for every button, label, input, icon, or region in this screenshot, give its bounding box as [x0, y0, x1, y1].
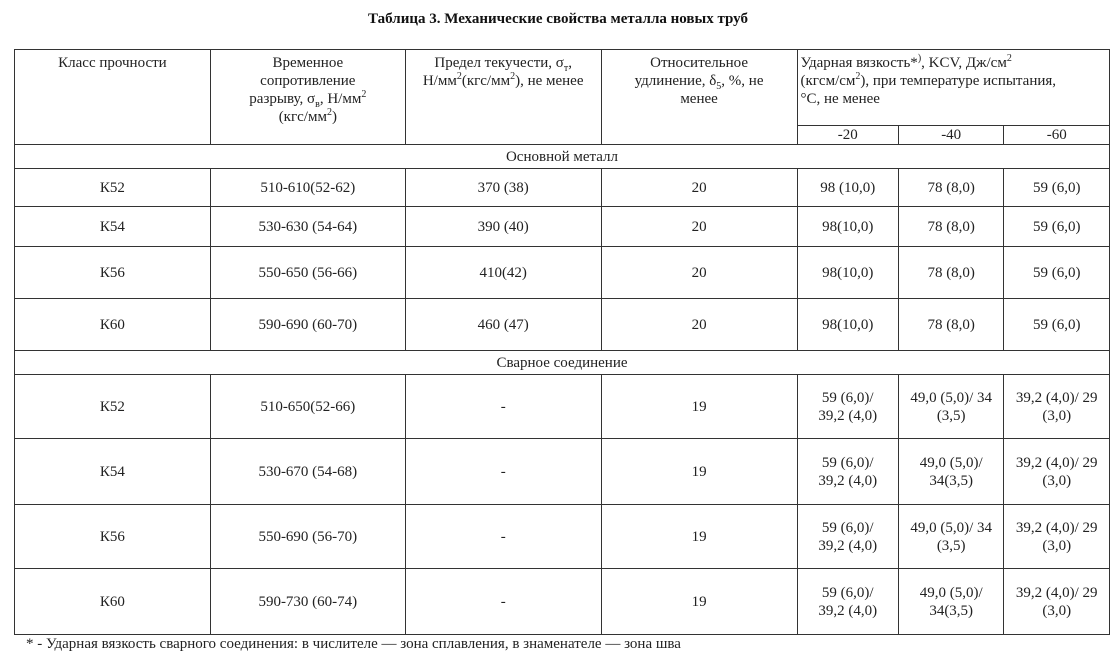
cell-impact-t40: 78 (8,0) — [898, 207, 1003, 247]
header-impact-line3: °С, не менее — [800, 91, 880, 107]
cell-strength-class: К52 — [15, 169, 211, 207]
table-row — [15, 505, 1110, 569]
cell-yield: 410(42) — [405, 247, 601, 299]
cell-impact-t40-line: (3,5) — [936, 407, 966, 424]
cell-impact-t20-line: 59 (6,0)/ — [821, 519, 874, 536]
cell-strength-class: К56 — [15, 505, 211, 569]
cell-impact-t20-line: 39,2 (4,0) — [818, 602, 878, 619]
cell-impact-t60 — [1004, 569, 1110, 635]
cell-strength-class: К56 — [15, 247, 211, 299]
cell-impact-t40-line: 49,0 (5,0)/ 34 — [910, 389, 993, 406]
cell-strength-class: К54 — [15, 439, 211, 505]
temp-minus-20: -20 — [797, 126, 898, 145]
cell-impact-t20-line: 39,2 (4,0) — [818, 407, 878, 424]
cell-yield: - — [405, 569, 601, 635]
cell-impact-t60 — [1004, 375, 1110, 439]
cell-impact-t20 — [797, 569, 898, 635]
cell-impact-t20-line: 39,2 (4,0) — [818, 537, 878, 554]
cell-impact-t40-line: 34(3,5) — [929, 602, 974, 619]
cell-impact-t60: 59 (6,0) — [1004, 207, 1110, 247]
cell-impact-t40 — [898, 375, 1003, 439]
footnote: * - Ударная вязкость сварного соединения: в числителе — зона сплавления, в знаменателе — зона шва — [26, 636, 681, 652]
cell-tensile: 590-690 (60-70) — [210, 299, 405, 351]
header-elongation-line3: менее — [680, 91, 718, 107]
cell-impact-t20-line: 39,2 (4,0) — [818, 472, 878, 489]
cell-tensile: 530-670 (54-68) — [210, 439, 405, 505]
cell-elongation: 19 — [601, 569, 797, 635]
cell-impact-t20 — [797, 375, 898, 439]
cell-impact-t40 — [898, 439, 1003, 505]
cell-impact-t40: 78 (8,0) — [898, 299, 1003, 351]
header-elongation-line2: удлинение, $\delta_5$, %, не — [634, 73, 764, 92]
header-impact — [797, 50, 1110, 126]
cell-yield: - — [405, 375, 601, 439]
cell-impact-t40-line: (3,5) — [936, 537, 966, 554]
cell-impact-t60: 59 (6,0) — [1004, 169, 1110, 207]
cell-tensile: 510-650(52-66) — [210, 375, 405, 439]
temp-minus-40: -40 — [898, 126, 1003, 145]
table-row — [15, 569, 1110, 635]
cell-tensile: 550-650 (56-66) — [210, 247, 405, 299]
cell-impact-t40-line: 49,0 (5,0)/ — [919, 454, 983, 471]
table-row — [15, 299, 1110, 351]
cell-impact-t60-line: 39,2 (4,0)/ 29 — [1015, 519, 1098, 536]
cell-impact-t40-line: 49,0 (5,0)/ 34 — [910, 519, 993, 536]
cell-impact-t20 — [797, 505, 898, 569]
cell-yield: - — [405, 505, 601, 569]
header-yield-line1: Предел текучести, $\sigma_т$, — [434, 55, 572, 74]
table-title: Таблица 3. Механические свойства металла новых труб — [368, 11, 748, 27]
header-impact-line1: Ударная вязкость*), KCV, $Дж/см^2$ — [800, 53, 1012, 71]
cell-strength-class: К60 — [15, 569, 211, 635]
mechanical-properties-table — [14, 49, 1110, 635]
header-tensile-line4: $(кгс/мм^2)$ — [278, 107, 337, 125]
cell-impact-t40: 78 (8,0) — [898, 247, 1003, 299]
cell-impact-t60 — [1004, 439, 1110, 505]
header-impact-line2: $(кгсм/см^2)$, при температуре испытания, — [800, 71, 1057, 89]
table-row — [15, 169, 1110, 207]
header-strength-class-label: Класс прочности — [58, 55, 167, 71]
table-row — [15, 375, 1110, 439]
cell-impact-t60-line: (3,0) — [1042, 602, 1072, 619]
cell-impact-t20: 98(10,0) — [797, 207, 898, 247]
header-row — [15, 50, 1110, 126]
cell-elongation: 19 — [601, 505, 797, 569]
cell-impact-t60: 59 (6,0) — [1004, 247, 1110, 299]
cell-impact-t60-line: 39,2 (4,0)/ 29 — [1015, 389, 1098, 406]
cell-impact-t40-line: 49,0 (5,0)/ — [919, 584, 983, 601]
cell-impact-t20-line: 59 (6,0)/ — [821, 454, 874, 471]
cell-impact-t20: 98(10,0) — [797, 247, 898, 299]
header-strength-class — [15, 50, 211, 145]
cell-tensile: 550-690 (56-70) — [210, 505, 405, 569]
table-row — [15, 247, 1110, 299]
cell-elongation: 20 — [601, 299, 797, 351]
cell-impact-t60-line: 39,2 (4,0)/ 29 — [1015, 584, 1098, 601]
cell-tensile: 530-630 (54-64) — [210, 207, 405, 247]
section-label: Основной металл — [15, 145, 1110, 169]
header-elongation — [601, 50, 797, 145]
header-yield — [405, 50, 601, 145]
cell-impact-t60-line: (3,0) — [1042, 472, 1072, 489]
cell-impact-t40-line: 34(3,5) — [929, 472, 974, 489]
cell-impact-t20: 98(10,0) — [797, 299, 898, 351]
cell-impact-t20 — [797, 439, 898, 505]
section-row — [15, 351, 1110, 375]
cell-strength-class: К60 — [15, 299, 211, 351]
temp-minus-60: -60 — [1004, 126, 1110, 145]
cell-yield: 390 (40) — [405, 207, 601, 247]
cell-yield: 460 (47) — [405, 299, 601, 351]
cell-strength-class: К52 — [15, 375, 211, 439]
section-row — [15, 145, 1110, 169]
cell-impact-t60: 59 (6,0) — [1004, 299, 1110, 351]
cell-elongation: 19 — [601, 375, 797, 439]
cell-yield: - — [405, 439, 601, 505]
cell-impact-t40: 78 (8,0) — [898, 169, 1003, 207]
cell-impact-t60-line: (3,0) — [1042, 407, 1072, 424]
cell-elongation: 20 — [601, 207, 797, 247]
cell-tensile: 510-610(52-62) — [210, 169, 405, 207]
table-row — [15, 439, 1110, 505]
cell-impact-t60 — [1004, 505, 1110, 569]
cell-impact-t40 — [898, 505, 1003, 569]
cell-strength-class: К54 — [15, 207, 211, 247]
cell-impact-t60-line: 39,2 (4,0)/ 29 — [1015, 454, 1098, 471]
cell-elongation: 19 — [601, 439, 797, 505]
cell-tensile: 590-730 (60-74) — [210, 569, 405, 635]
cell-impact-t20: 98 (10,0) — [797, 169, 898, 207]
cell-impact-t20-line: 59 (6,0)/ — [821, 584, 874, 601]
section-label: Сварное соединение — [15, 351, 1110, 375]
cell-impact-t40 — [898, 569, 1003, 635]
header-tensile-line2: сопротивление — [260, 73, 356, 89]
table-row — [15, 207, 1110, 247]
header-elongation-line1: Относительное — [650, 55, 748, 71]
cell-yield: 370 (38) — [405, 169, 601, 207]
header-tensile — [210, 50, 405, 145]
cell-impact-t20-line: 59 (6,0)/ — [821, 389, 874, 406]
cell-elongation: 20 — [601, 247, 797, 299]
cell-impact-t60-line: (3,0) — [1042, 537, 1072, 554]
header-tensile-line3: разрыву, $\sigma_в$, $Н/мм^2$ — [249, 89, 367, 110]
header-tensile-line1: Временное — [272, 55, 344, 71]
header-yield-line2: $Н/мм^2(кгс/мм^2)$, не менее — [422, 71, 584, 89]
cell-elongation: 20 — [601, 169, 797, 207]
